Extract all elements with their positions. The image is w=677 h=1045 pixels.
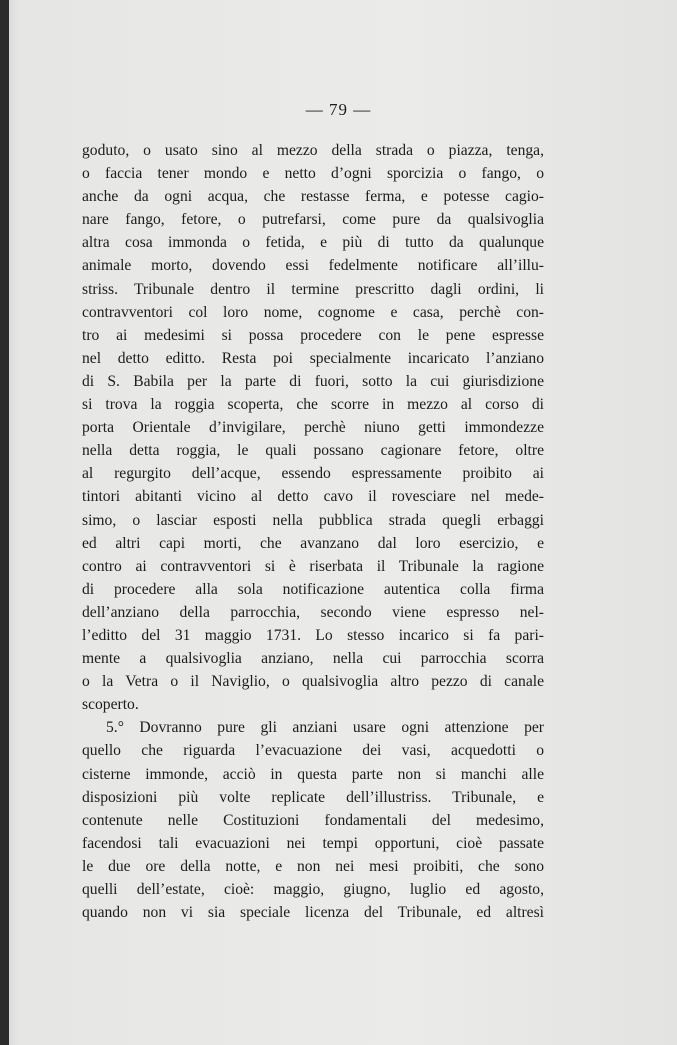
text-line: simo, o lasciar esposti nella pubblica strada quegli erbaggi	[82, 511, 544, 529]
text-line: ed altri capi morti, che avanzano dal loro esercizio, e	[82, 534, 544, 552]
text-line: disposizioni più volte replicate dell’illustriss. Tribunale, e	[82, 788, 544, 806]
text-line: di procedere alla sola notificazione autentica colla firma	[82, 580, 544, 598]
book-spine-edge	[0, 0, 9, 1045]
text-line: quando non vi sia speciale licenza del Tribunale, ed altresì	[82, 904, 544, 922]
text-line: si trova la roggia scoperta, che scorre in mezzo al corso di	[82, 396, 544, 414]
text-line: nella detta roggia, le quali possano cagionare fetore, oltre	[82, 442, 544, 460]
text-line: tintori abitanti vicino al detto cavo il rovesciare nel mede-	[82, 488, 544, 506]
text-line: contravventori col loro nome, cognome e casa, perchè con-	[82, 303, 544, 321]
text-line: al regurgito dell’acque, essendo espressamente proibito ai	[82, 465, 544, 483]
text-line: striss. Tribunale dentro il termine prescritto dagli ordini, li	[82, 280, 544, 298]
text-line: animale morto, dovendo essi fedelmente notificare all’illu-	[82, 257, 544, 275]
text-line: 5.° Dovranno pure gli anziani usare ogni attenzione per	[106, 719, 544, 737]
text-line: anche da ogni acqua, che restasse ferma, e potesse cagio-	[82, 188, 544, 206]
text-line: quello che riguarda l’evacuazione dei vasi, acquedotti o	[82, 742, 544, 760]
text-line: o faccia tener mondo e netto d’ogni sporcizia o fango, o	[82, 165, 544, 183]
text-line: nare fango, fetore, o putrefarsi, come pure da qualsivoglia	[82, 211, 544, 229]
text-line: altra cosa immonda o fetida, e più di tutto da qualunque	[82, 234, 544, 252]
text-line: mente a qualsivoglia anziano, nella cui parrocchia scorra	[82, 650, 544, 668]
text-line: cisterne immonde, acciò in questa parte non si manchi alle	[82, 765, 544, 783]
text-line: o la Vetra o il Naviglio, o qualsivoglia altro pezzo di canale	[82, 673, 544, 691]
text-line: contro ai contravventori si è riserbata il Tribunale la ragione	[82, 557, 544, 575]
text-line: dell’anziano della parrocchia, secondo viene espresso nel-	[82, 603, 544, 621]
text-line: nel detto editto. Resta poi specialmente incaricato l’anziano	[82, 349, 544, 367]
text-line: l’editto del 31 maggio 1731. Lo stesso incarico si fa pari-	[82, 626, 544, 644]
text-line: contenute nelle Costituzioni fondamentali del medesimo,	[82, 811, 544, 829]
body-text	[82, 139, 544, 924]
text-line: goduto, o usato sino al mezzo della strada o piazza, tenga,	[82, 142, 544, 159]
text-line: le due ore della notte, e non nei mesi proibiti, che sono	[82, 857, 544, 875]
text-line: tro ai medesimi si possa procedere con le pene espresse	[82, 326, 544, 344]
text-line: scoperto.	[82, 696, 139, 714]
text-line: di S. Babila per la parte di fuori, sotto la cui giurisdizione	[82, 372, 544, 390]
text-line: facendosi tali evacuazioni nei tempi opportuni, cioè passate	[82, 834, 544, 852]
text-line: porta Orientale d’invigilare, perchè niuno getti immondezze	[82, 419, 544, 437]
text-line: quelli dell’estate, cioè: maggio, giugno, luglio ed agosto,	[82, 881, 544, 898]
page-number: — 79 —	[305, 100, 372, 119]
